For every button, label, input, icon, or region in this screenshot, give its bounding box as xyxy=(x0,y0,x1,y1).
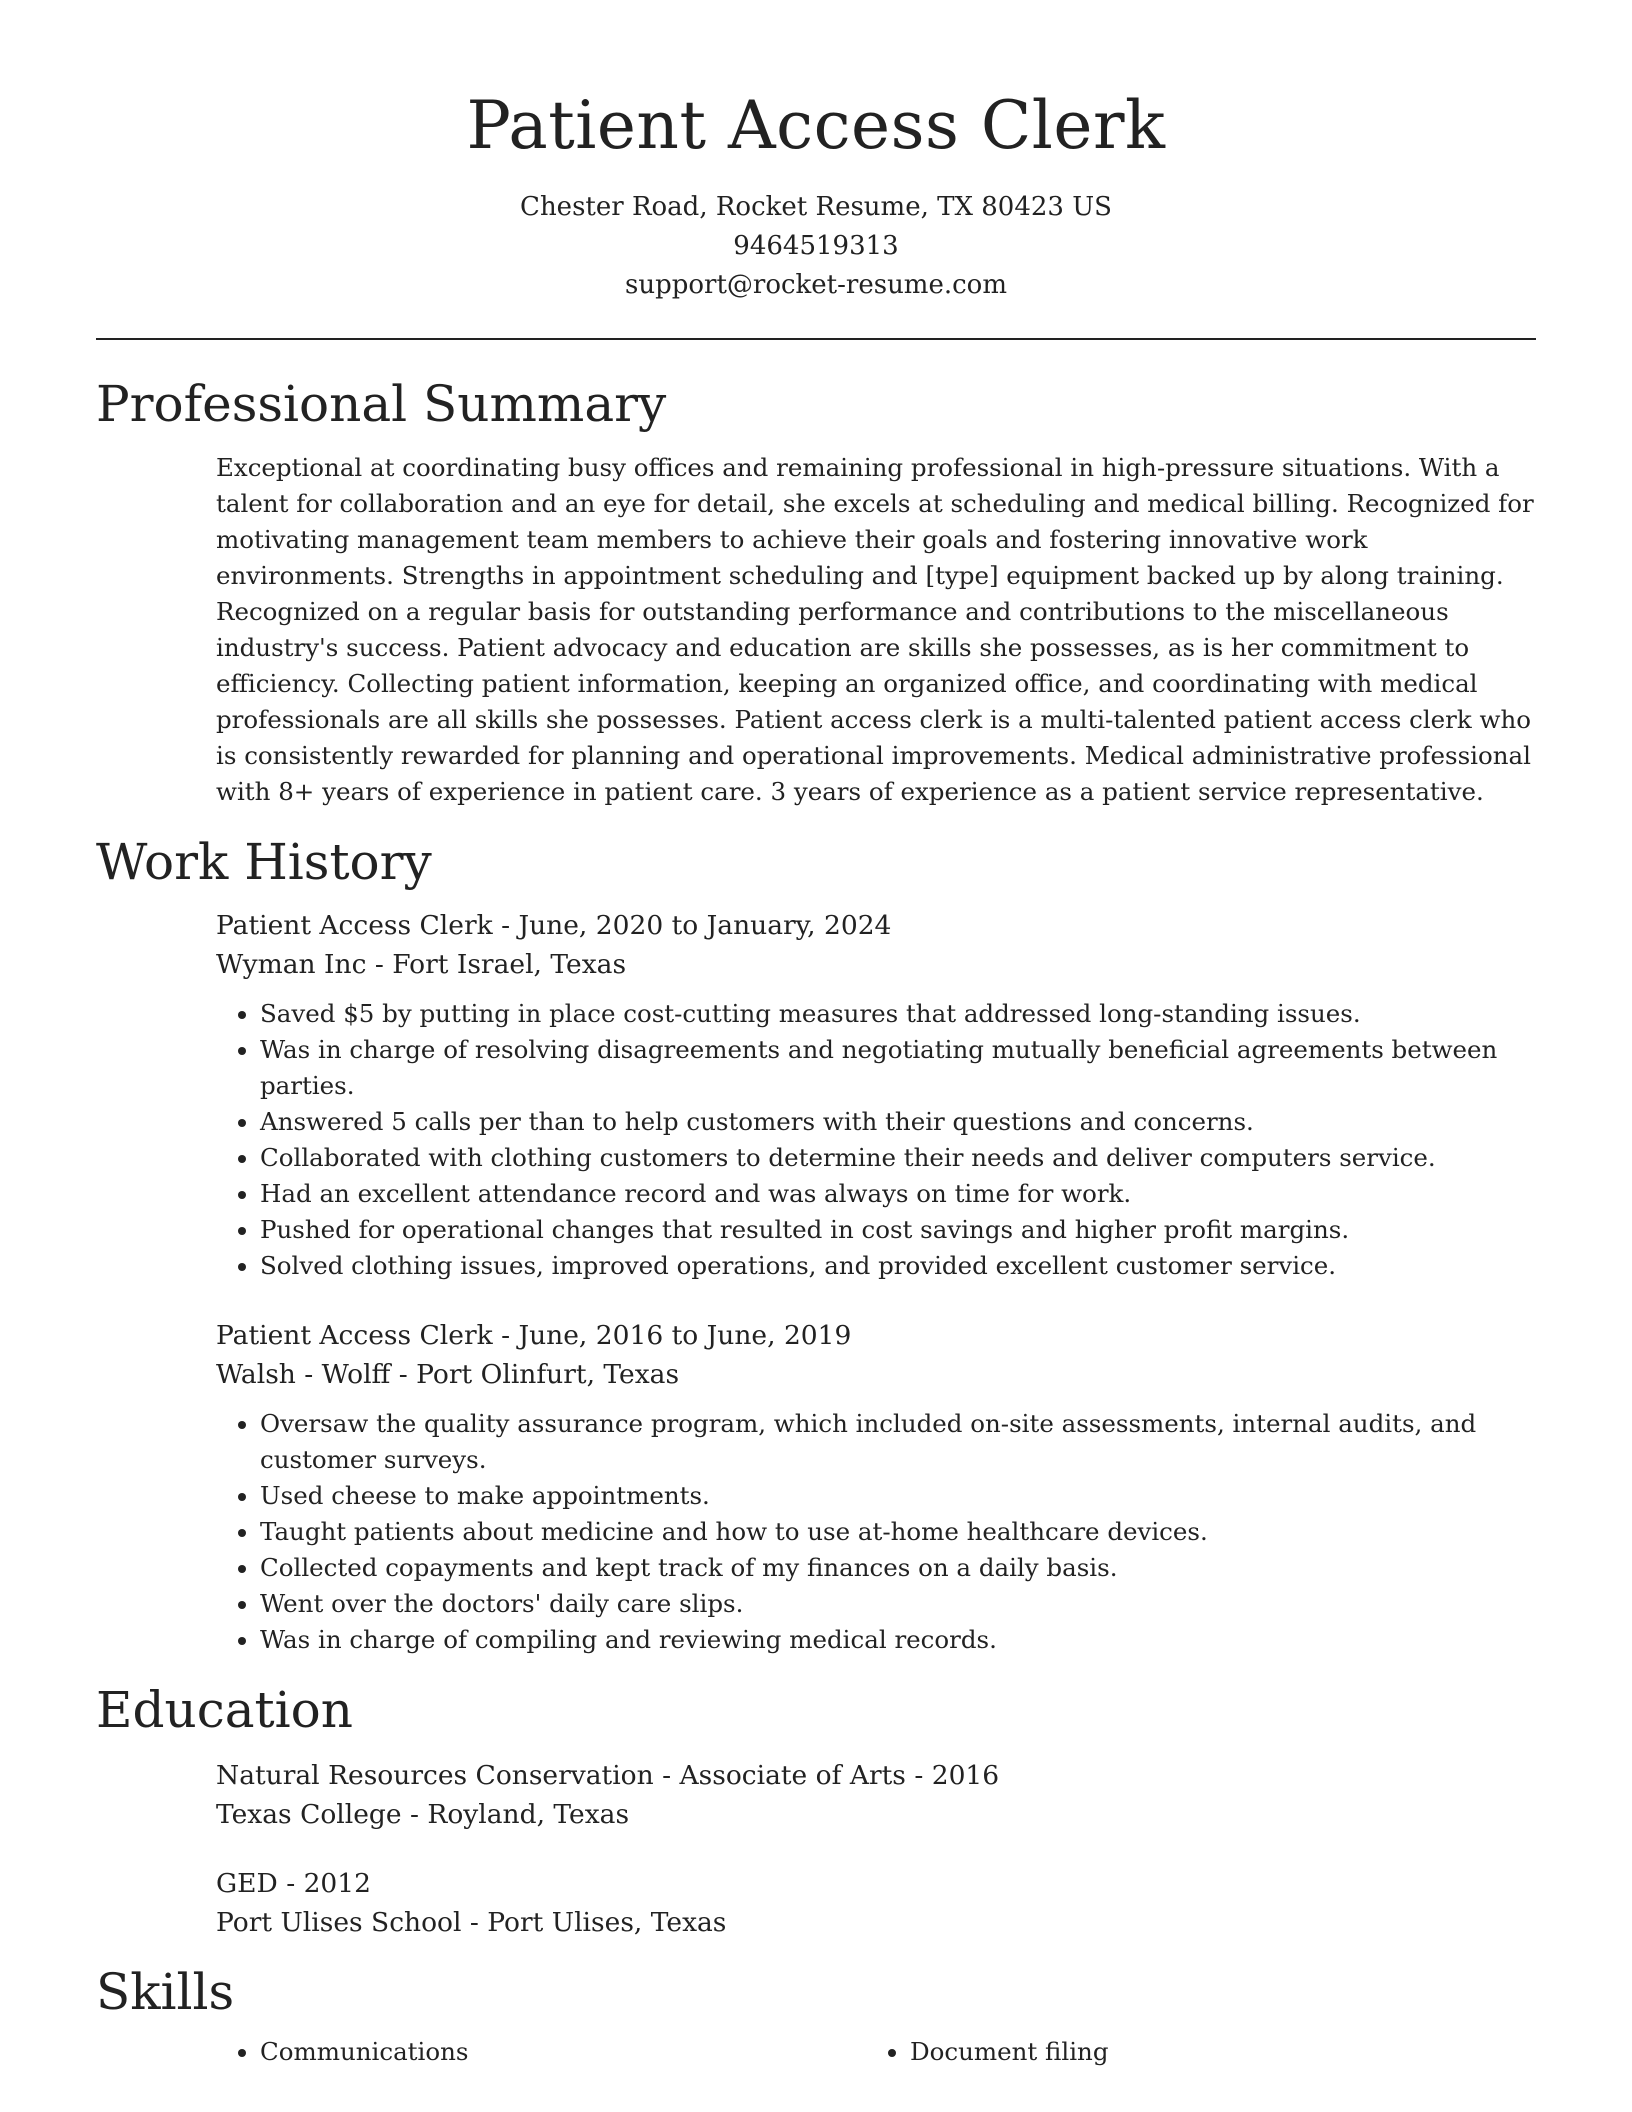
list-item: • Was in charge of resolving disagreements and negotiating mutually beneficial agreements between parties. xyxy=(260,1032,1536,1104)
summary-text: Exceptional at coordinating busy offices and remaining professional in high-pressure situations. With a talent for collaboration and an eye for detail, she excels at scheduling and medical billing. Recognized for motivating management team members to achieve their goals and fostering innovative work environments. Strengths in appointment scheduling and [type] equipment backed up by along training. Recognized on a regular basis for outstanding performance and contributions to the miscellaneous industry's success. Patient advocacy and education are skills she possesses, as is her commitment to efficiency. Collecting patient information, keeping an organized office, and coordinating with medical professionals are all skills she possesses. Patient access clerk is a multi-talented patient access clerk who is consistently rewarded for planning and operational improvements. Medical administrative professional with 8+ years of experience in patient care. 3 years of experience as a patient service representative. xyxy=(216,453,1534,806)
skill-item: • Document filing xyxy=(910,2034,1516,2070)
education-heading: Education xyxy=(96,1681,353,1739)
education-year: - 2016 xyxy=(905,1760,1000,1791)
education-school-line xyxy=(216,1795,1536,1834)
education-location: - Port Ulises, Texas xyxy=(461,1907,727,1938)
education-entry xyxy=(216,1756,1536,1834)
list-item: • Was in charge of compiling and reviewing medical records. xyxy=(260,1622,1536,1658)
job-bullets xyxy=(216,996,1536,1284)
list-item: • Had an excellent attendance record and was always on time for work. xyxy=(260,1176,1536,1212)
job-dates: - June, 2020 to January, 2024 xyxy=(492,910,892,941)
education-degree-line xyxy=(216,1756,1536,1795)
list-item: • Solved clothing issues, improved operations, and provided excellent customer service. xyxy=(260,1248,1536,1284)
job-company-line xyxy=(216,945,1536,984)
job-title-line xyxy=(216,1316,1536,1355)
education-degree-line xyxy=(216,1864,1536,1903)
job-title: Patient Access Clerk xyxy=(216,910,493,941)
resume-page xyxy=(96,0,1536,2070)
job-location: - Fort Israel, Texas xyxy=(366,949,627,980)
skills-column-left xyxy=(216,2034,866,2070)
list-item: • Taught patients about medicine and how to use at-home healthcare devices. xyxy=(260,1514,1536,1550)
address: Chester Road, Rocket Resume, TX 80423 US xyxy=(520,192,1112,222)
skills-heading: Skills xyxy=(96,1963,235,2021)
contact-block xyxy=(96,188,1536,305)
list-item: • Oversaw the quality assurance program, which included on-site assessments, internal audits, and customer surveys. xyxy=(260,1406,1536,1478)
resume-header xyxy=(96,0,1536,305)
summary-heading: Professional Summary xyxy=(96,375,667,433)
list-item: • Used cheese to make appointments. xyxy=(260,1478,1536,1514)
skills-column-right xyxy=(866,2034,1516,2070)
job-title: Patient Access Clerk xyxy=(216,1320,493,1351)
education-degree: GED xyxy=(216,1868,278,1899)
education-entry xyxy=(216,1864,1536,1942)
list-item: • Answered 5 calls per than to help customers with their questions and concerns. xyxy=(260,1104,1536,1140)
job-title-line xyxy=(216,906,1536,945)
education-year: - 2012 xyxy=(277,1868,372,1899)
job-bullets xyxy=(216,1406,1536,1658)
job-entry xyxy=(216,1316,1536,1658)
job-location: - Port Olinfurt, Texas xyxy=(390,1359,680,1390)
list-item: • Collected copayments and kept track of my finances on a daily basis. xyxy=(260,1550,1536,1586)
education-degree: Natural Resources Conservation - Associate of Arts xyxy=(216,1760,906,1791)
job-dates: - June, 2016 to June, 2019 xyxy=(492,1320,852,1351)
education-school-line xyxy=(216,1903,1536,1942)
list-item: • Pushed for operational changes that resulted in cost savings and higher profit margins. xyxy=(260,1212,1536,1248)
phone: 9464519313 xyxy=(733,231,899,261)
email: support@rocket-resume.com xyxy=(624,270,1007,300)
job-company: Walsh - Wolff xyxy=(216,1359,391,1390)
list-item: • Saved $5 by putting in place cost-cutting measures that addressed long-standing issues. xyxy=(260,996,1536,1032)
list-item: • Went over the doctors' daily care slips. xyxy=(260,1586,1536,1622)
summary-section xyxy=(216,450,1536,810)
list-item: • Collaborated with clothing customers to determine their needs and deliver computers service. xyxy=(260,1140,1536,1176)
skill-item: • Communications xyxy=(260,2034,866,2070)
job-company-line xyxy=(216,1355,1536,1394)
header-divider xyxy=(96,338,1536,340)
job-entry xyxy=(216,906,1536,1284)
education-school: Texas College xyxy=(216,1799,402,1830)
education-location: - Royland, Texas xyxy=(401,1799,630,1830)
job-company: Wyman Inc xyxy=(216,949,367,980)
work-history-heading: Work History xyxy=(96,833,432,891)
education-school: Port Ulises School xyxy=(216,1907,462,1938)
skills-list xyxy=(216,2034,1536,2070)
candidate-name: Patient Access Clerk xyxy=(466,87,1166,164)
